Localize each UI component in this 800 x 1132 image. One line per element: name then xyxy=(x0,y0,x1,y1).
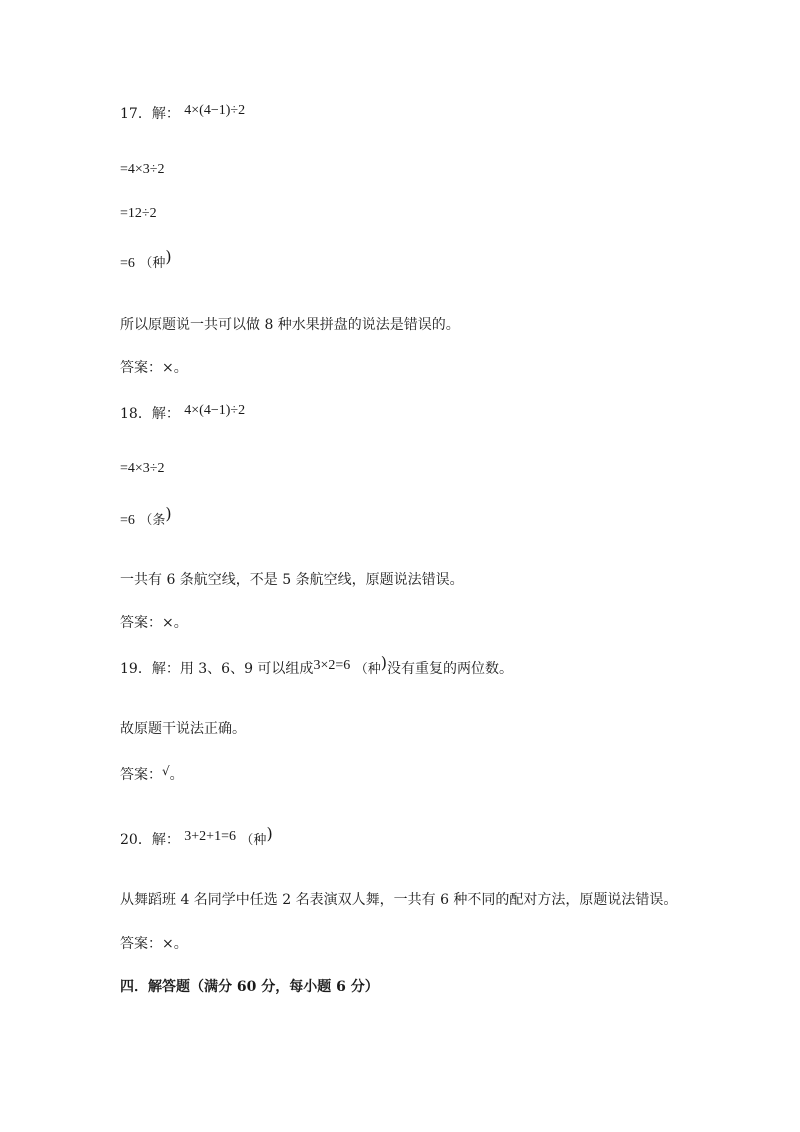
q19-unit: （种) xyxy=(354,653,387,677)
q19-answer-prefix: 答案： xyxy=(120,767,162,783)
q20-expression: 3+2+1=6 xyxy=(184,829,236,844)
q18-conclusion: 一共有 6 条航空线，不是 5 条航空线，原题说法错误。 xyxy=(120,572,464,588)
q17-label: 17．解： xyxy=(120,106,180,122)
q18-step-1: =4×3÷2 xyxy=(120,461,165,476)
q17-solution-line xyxy=(120,103,245,123)
q17-unit: （种) xyxy=(139,247,172,271)
q19-tail: 没有重复的两位数。 xyxy=(386,661,513,677)
q17-answer: 答案：×。 xyxy=(120,360,188,376)
q19-conclusion: 故原题干说法正确。 xyxy=(120,721,246,737)
q20-answer: 答案：×。 xyxy=(120,936,188,952)
q19-label: 19．解：用 3、6、9 可以组成 xyxy=(120,661,314,677)
q19-solution-line xyxy=(120,653,513,678)
q18-answer: 答案：×。 xyxy=(120,615,188,631)
q17-step-3: =6 xyxy=(120,256,135,271)
q20-label: 20．解： xyxy=(120,832,180,848)
q17-expression: 4×(4−1)÷2 xyxy=(184,103,246,118)
q20-solution-line xyxy=(120,824,273,849)
q18-step-2-line xyxy=(120,504,172,529)
q17-conclusion: 所以原题说一共可以做 8 种水果拼盘的说法是错误的。 xyxy=(120,317,460,333)
q18-label: 18．解： xyxy=(120,406,180,422)
q20-unit: （种) xyxy=(240,824,273,848)
q19-answer-suffix: 。 xyxy=(169,767,184,783)
section-heading: 四．解答题（满分 60 分，每小题 6 分） xyxy=(120,979,379,995)
q19-expression: 3×2=6 xyxy=(313,658,351,673)
q17-step-2: =12÷2 xyxy=(120,206,157,221)
q19-answer-line xyxy=(120,764,184,784)
q18-step-2: =6 xyxy=(120,513,135,528)
q17-step-3-line xyxy=(120,247,172,272)
check-mark-icon: √ xyxy=(162,764,170,778)
q18-solution-line xyxy=(120,403,245,423)
q17-step-1: =4×3÷2 xyxy=(120,162,165,177)
q18-expression: 4×(4−1)÷2 xyxy=(184,403,246,418)
q20-conclusion: 从舞蹈班 4 名同学中任选 2 名表演双人舞，一共有 6 种不同的配对方法，原题说法错误。 xyxy=(120,892,678,908)
q18-unit: （条) xyxy=(139,504,172,528)
